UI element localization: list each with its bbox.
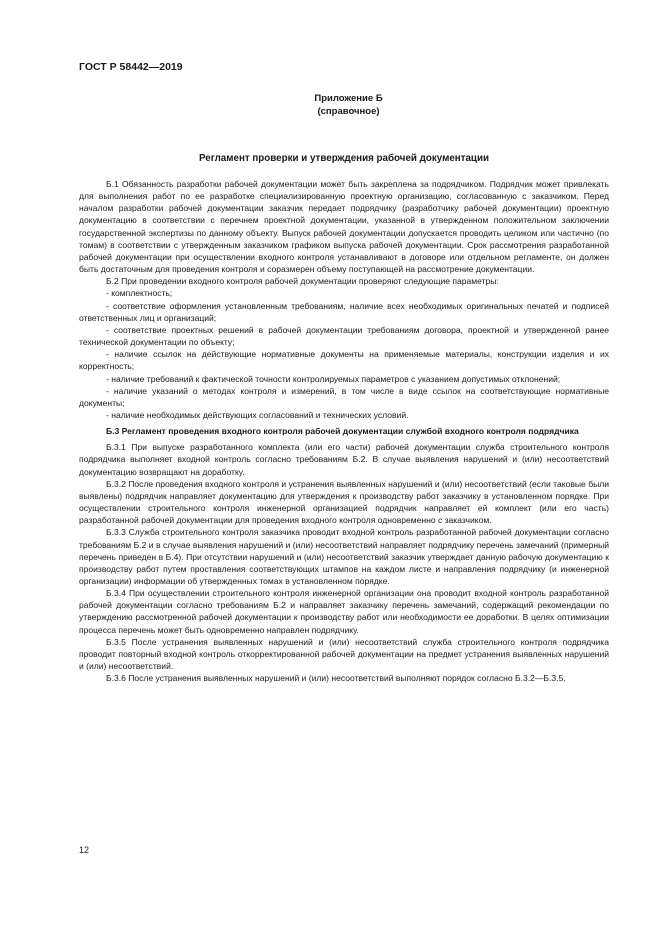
paragraph-b3-4: Б.3.4 При осуществлении строительного контроля инженерной организации она проводит входной контроль разработанной рабочей документации согласно требованиям Б.2 и направляет заказчику перечень замечаний, содержащий рекомендации по утверждению рассмотренной рабочей документации к производству работ или необходимости ее доработки. В целях оптимизации процесса перечень может быть одновременно направлен подрядчику. (79, 588, 609, 635)
section-heading-b3: Б.3 Регламент проведения входного контроля рабочей документации службой входного контроля подрядчика (106, 426, 579, 437)
list-item: - соответствие оформления установленным требованиям, наличие всех необходимых оригинальных печатей и подписей ответственных лиц и организаций; (79, 300, 609, 323)
annex-subtitle: (справочное) (317, 106, 380, 117)
paragraph-b2: Б.2 При проведении входного контроля рабочей документации проверяют следующие параметры: (106, 276, 499, 287)
list-item: - комплектность; (106, 288, 173, 299)
document-id: ГОСТ Р 58442—2019 (79, 61, 183, 73)
paragraph-b3-3: Б.3.3 Служба строительного контроля заказчика проводит входной контроль разработанной рабочей документации согласно требованиям Б.2 и в случае выявления нарушений и (или) несоответствий направляет подрядчику перечень замечаний (примерный перечень приведен в Б.4). При отсутствии нарушений и (или) несоответствий заказчик утверждает данную рабочую документацию к производству работ путем проставления соответствующих штампов на каждом листе и направления подрядчику (и инженерной организации) информации об утвержденных томах в установленном порядке. (79, 527, 609, 586)
list-item: - наличие требований к фактической точности контролируемых параметров с указанием допустимых отклонений; (106, 373, 561, 384)
list-item: - наличие ссылок на действующие нормативные документы на применяемые материалы, конструкции изделия и их корректность; (79, 349, 609, 372)
list-item: - соответствие проектных решений в рабочей документации требованиям договора, проектной и утвержденной ранее технической документации по объекту; (79, 324, 609, 348)
paragraph-b3-2: Б.3.2 После проведения входного контроля и устранения выявленных нарушений и (или) несоответствий (если таковые были выявлены) подрядчик направляет документацию для утверждения к производству работ заказчику в установленном порядке. При осуществлении строительного контроля инженерной организацией подрядчик направляет ей комплект (или его часть) разработанной рабочей документации для проведения входного контроля одновременно с заказчиком. (79, 478, 609, 526)
paragraph-b3-5: Б.3.5 После устранения выявленных нарушений и (или) несоответствий служба строительного контроля подрядчика проводит повторный входной контроль откорректированной рабочей документации на предмет устранения выявленных нарушений и (или) несоответствий. (79, 636, 609, 672)
document-body (79, 178, 609, 684)
section-title: Регламент проверки и утверждения рабочей документации (199, 153, 489, 164)
annex-title: Приложение Б (314, 93, 383, 104)
page-number: 12 (79, 845, 90, 855)
paragraph-b3-1: Б.3.1 При выпуске разработанного комплекта (или его части) рабочей документации служба строительного контроля подрядчика выполняет входной контроль согласно требованиям Б.2. В случае выявления нарушений и (или) несоответствий документацию возвращают на доработку. (79, 442, 609, 477)
list-item: - наличие указаний о методах контроля и измерений, в том числе в виде ссылок на соответствующие нормативные документы; (79, 385, 609, 408)
paragraph-b1: Б.1 Обязанность разработки рабочей документации может быть закреплена за подрядчиком. Подрядчик может привлекать для выполнения работ по ее разработке специализированную проектную организацию, согласованную с заказчиком. Перед началом разработки рабочей документации заказчик передает подрядчику (разработчику рабочей документации) проектную документацию в соответствии с перечнем проектной документации, указанной в утвержденном положительном заключении государственной экспертизы по данному объекту. Выпуск рабочей документации допускается проводить целиком или частично (по томам) в соответствии с утвержденным заказчиком графиком выпуска рабочей документации. Срок рассмотрения разработанной рабочей документации при осуществлении входного контроля устанавливают в договоре или отдельном регламенте, он должен быть достаточным для проведения контроля и соразмерен объему поступающей на рассмотрение документации. (79, 179, 609, 275)
list-item: - наличие необходимых действующих согласований и технических условий. (106, 409, 409, 420)
annex-heading (0, 92, 661, 118)
paragraph-b3-6: Б.3.6 После устранения выявленных нарушений и (или) несоответствий выполняют порядок согласно Б.3.2—Б.3.5. (106, 673, 566, 684)
